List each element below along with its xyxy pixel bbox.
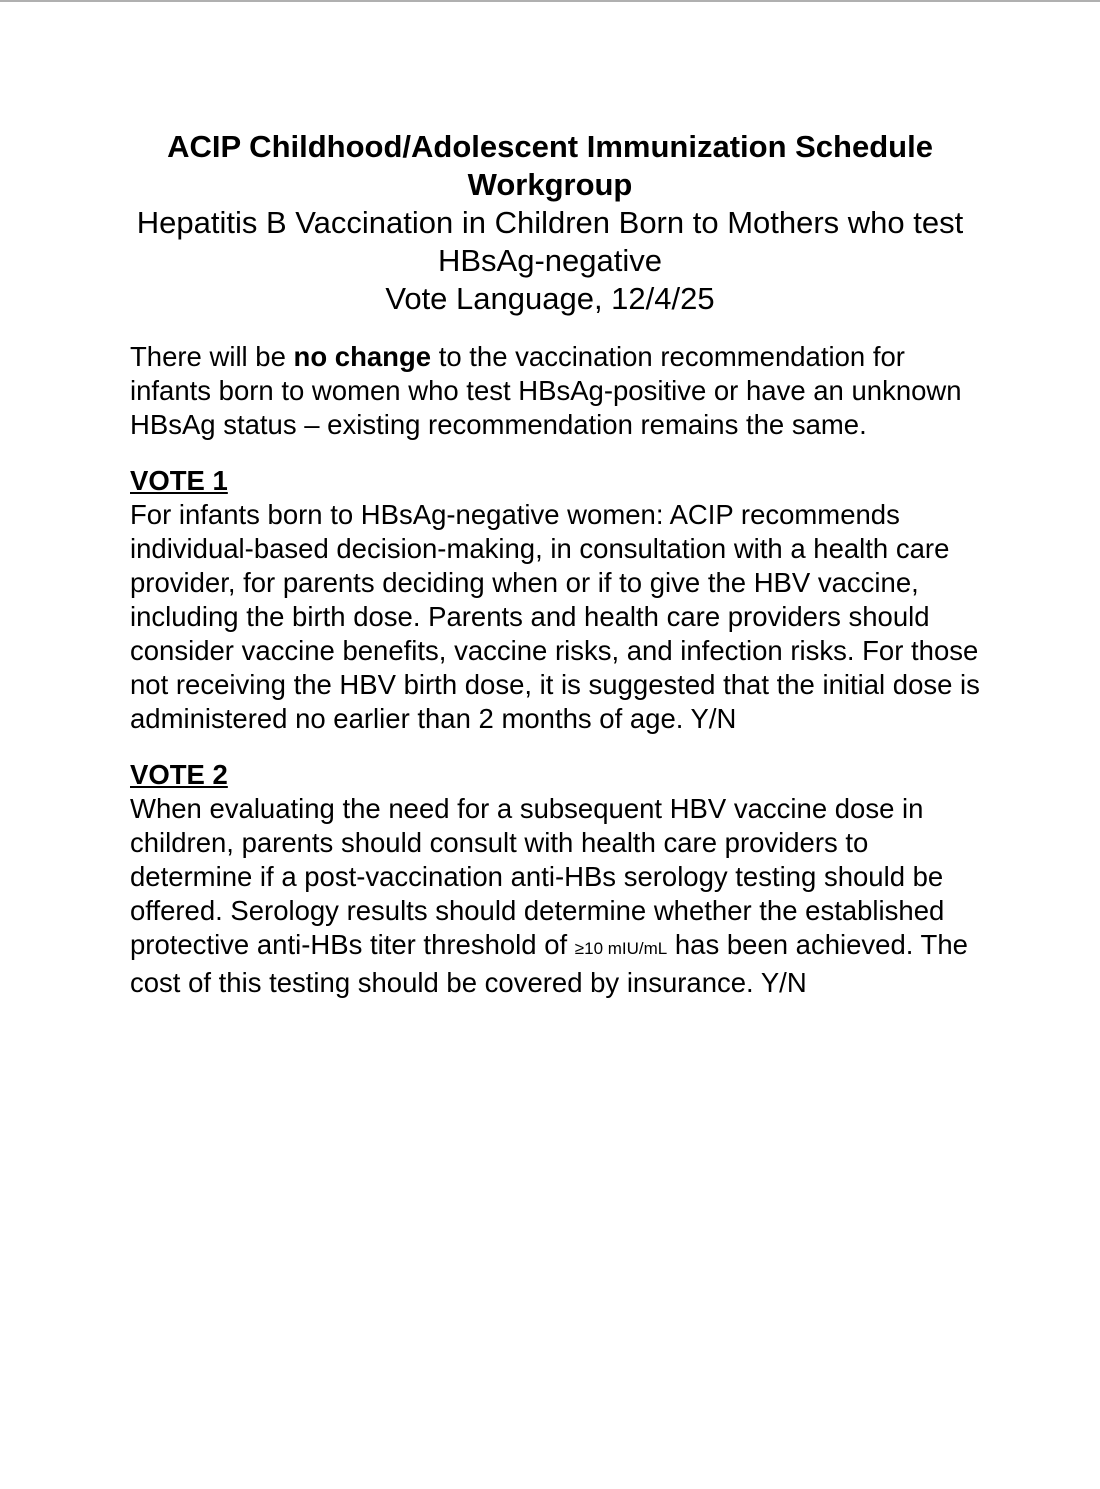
vote-2-text: When evaluating the need for a subsequent HBV vaccine dose in children, parents should consult with health care providers to determine if a post-vaccination anti-HBs serology testing should be offered. Serology results should determine whether the established protective anti-HBs titer threshold of [130, 793, 945, 960]
vote-2-text-rest: has been achieved. The cost of this testing should be covered by insurance. Y/N [130, 929, 968, 998]
top-border [0, 0, 1100, 2]
vote-1-section [130, 464, 980, 736]
document-body [130, 340, 980, 1022]
vote-2-section [130, 758, 980, 1000]
intro-text: There will be [130, 341, 294, 372]
intro-text-rest: to the vaccination recommendation for infants born to women who test HBsAg-positive or have an unknown HBsAg status – existing recommendation remains the same. [130, 341, 962, 440]
intro-emphasis: no change [293, 341, 432, 372]
document-subtitle: Hepatitis B Vaccination in Children Born to Mothers who test HBsAg-negative [136, 205, 964, 278]
titer-threshold: ≥10 mIU/mL [574, 939, 668, 958]
intro-paragraph [130, 340, 980, 442]
document-date-line: Vote Language, 12/4/25 [385, 281, 715, 316]
vote-1-text: For infants born to HBsAg-negative women: ACIP recommends individual-based decision-making, in consultation with a health care provider, for parents deciding when or if to give the HBV vaccine, including the birth dose. Parents and health care providers should consider vaccine benefits, vaccine risks, and infection risks. For those not receiving the HBV birth dose, it is suggested that the initial dose is administered no earlier than 2 months of age. Y/N [130, 499, 980, 734]
vote-1-heading: VOTE 1 [130, 465, 228, 496]
document-header [130, 128, 970, 318]
document-title: ACIP Childhood/Adolescent Immunization Schedule Workgroup [167, 129, 933, 202]
vote-2-heading: VOTE 2 [130, 759, 228, 790]
